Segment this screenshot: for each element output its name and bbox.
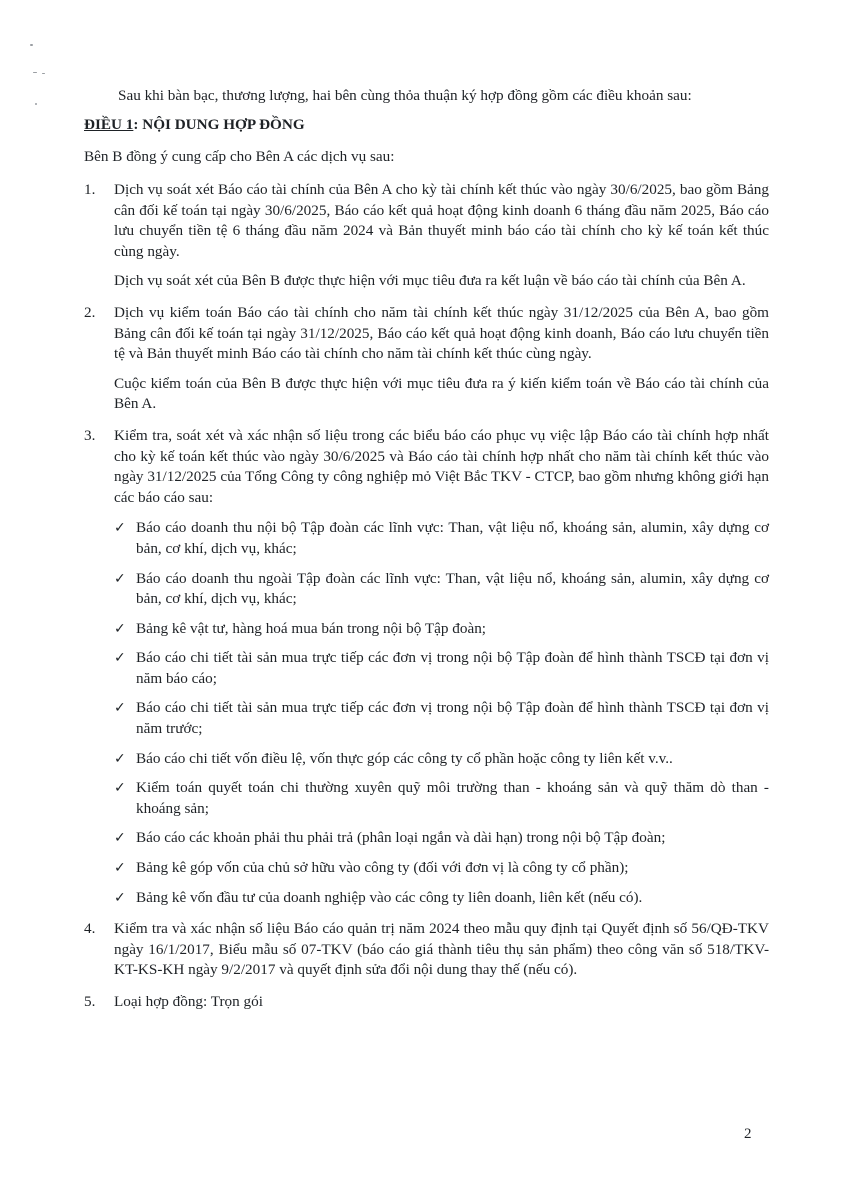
list-item xyxy=(84,180,769,292)
item-number: 1. xyxy=(84,181,96,198)
checklist-item xyxy=(114,858,769,879)
check-mark-icon: ✓ xyxy=(114,750,126,767)
checklist-item xyxy=(114,698,769,739)
checklist-item xyxy=(114,648,769,689)
checklist-text: Báo cáo doanh thu ngoài Tập đoàn các lĩnh vực: Than, vật liệu nổ, khoáng sản, alumin, xây dựng cơ bản, cơ khí, dịch vụ, khác; xyxy=(136,569,769,608)
checklist-text: Kiểm toán quyết toán chi thường xuyên quỹ môi trường than - khoáng sản và quỹ thăm dò than - khoáng sản; xyxy=(136,779,769,817)
list-item xyxy=(84,426,769,908)
item-text: Kiểm tra, soát xét và xác nhận số liệu trong các biểu báo cáo phục vụ việc lập Báo cáo tài chính hợp nhất cho kỳ kế toán kết thúc vào ngày 30/6/2025 và Báo cáo tài chính hợp nhất cho năm tài chính kết thúc vào ngày 31/12/2025 của Tổng Công ty công nghiệp mỏ Việt Bắc TKV - CTCP, bao gồm nhưng không giới hạn các báo cáo sau: xyxy=(114,426,769,506)
scan-speck xyxy=(30,44,33,46)
checklist-text: Báo cáo các khoản phải thu phải trả (phân loại ngắn và dài hạn) trong nội bộ Tập đoàn; xyxy=(136,829,666,847)
checklist-item xyxy=(114,749,769,770)
list-item xyxy=(84,303,769,415)
check-mark-icon: ✓ xyxy=(114,780,126,797)
item-number: 2. xyxy=(84,303,96,321)
article-heading xyxy=(84,115,305,135)
check-mark-icon: ✓ xyxy=(114,520,126,537)
checklist-item xyxy=(114,888,769,909)
item-text: Dịch vụ kiểm toán Báo cáo tài chính cho năm tài chính kết thúc ngày 31/12/2025 của Bên A, bao gồm Bảng cân đối kế toán tại ngày 31/12/2025, Báo cáo kết quả hoạt động kinh doanh, Báo cáo lưu chuyển tiền tệ và Bản thuyết minh Báo cáo tài chính cho năm tài chính kết thúc cùng ngày. xyxy=(114,303,769,363)
check-mark-icon: ✓ xyxy=(114,650,126,667)
page-number: 2 xyxy=(744,1126,752,1142)
lead-paragraph: Bên B đồng ý cung cấp cho Bên A các dịch vụ sau: xyxy=(84,148,395,165)
item-number: 5. xyxy=(84,993,96,1010)
item-note: Dịch vụ soát xét của Bên B được thực hiện với mục tiêu đưa ra kết luận về báo cáo tài chính của Bên A. xyxy=(114,272,746,290)
checklist-text: Bảng kê vật tư, hàng hoá mua bán trong nội bộ Tập đoàn; xyxy=(136,619,487,637)
checklist-item xyxy=(114,518,769,559)
check-mark-icon: ✓ xyxy=(114,620,126,637)
intro-paragraph: Sau khi bàn bạc, thương lượng, hai bên cùng thỏa thuận ký hợp đồng gồm các điều khoản sau: xyxy=(118,87,692,104)
checklist-item xyxy=(114,569,769,610)
check-mark-icon: ✓ xyxy=(114,860,126,877)
item-text: Kiểm tra và xác nhận số liệu Báo cáo quản trị năm 2024 theo mẫu quy định tại Quyết định số 56/QĐ-TKV ngày 16/1/2017, Biểu mẫu số 07-TKV (báo cáo giá thành tiêu thụ sản phẩm) theo công văn số 518/TKV-KT-KS-KH ngày 9/2/2017 và quyết định sửa đổi nội dung thay thế (nếu có). xyxy=(114,920,769,979)
report-checklist xyxy=(114,518,769,908)
service-list xyxy=(84,180,769,1024)
checklist-item xyxy=(114,619,769,640)
scan-speck xyxy=(42,73,45,74)
check-mark-icon: ✓ xyxy=(114,830,126,847)
item-text: Loại hợp đồng: Trọn gói xyxy=(114,993,263,1010)
scan-speck xyxy=(33,72,37,73)
checklist-text: Báo cáo chi tiết tài sản mua trực tiếp các đơn vị trong nội bộ Tập đoàn để hình thành TSCĐ tại đơn vị năm trước; xyxy=(136,699,769,738)
item-number: 3. xyxy=(84,426,96,444)
article-number: ĐIỀU 1 xyxy=(84,116,134,133)
check-mark-icon: ✓ xyxy=(114,570,126,587)
checklist-item xyxy=(114,778,769,819)
item-note: Cuộc kiểm toán của Bên B được thực hiện với mục tiêu đưa ra ý kiến kiểm toán về Báo cáo tài chính của Bên A. xyxy=(114,374,769,413)
list-item xyxy=(84,992,769,1013)
checklist-text: Báo cáo chi tiết vốn điều lệ, vốn thực góp các công ty cổ phần hoặc công ty liên kết v.v.. xyxy=(136,749,673,767)
checklist-text: Báo cáo chi tiết tài sản mua trực tiếp các đơn vị trong nội bộ Tập đoàn để hình thành TSCĐ tại đơn vị năm báo cáo; xyxy=(136,649,769,687)
checklist-text: Báo cáo doanh thu nội bộ Tập đoàn các lĩnh vực: Than, vật liệu nổ, khoáng sản, alumin, xây dựng cơ bản, cơ khí, dịch vụ, khác; xyxy=(136,519,769,557)
article-title: : NỘI DUNG HỢP ĐỒNG xyxy=(133,116,305,133)
item-number: 4. xyxy=(84,920,96,938)
item-text: Dịch vụ soát xét Báo cáo tài chính của Bên A cho kỳ tài chính kết thúc vào ngày 30/6/2025, bao gồm Bảng cân đối kế toán tại ngày 30/6/2025, Báo cáo kết quả hoạt động kinh doanh 6 tháng đầu năm 2025, Báo cáo lưu chuyển tiền tệ 6 tháng đầu năm 2024 và Bản thuyết minh báo cáo tài chính cho kỳ kế toán kết thúc cùng ngày. xyxy=(114,181,769,260)
checklist-item xyxy=(114,828,769,849)
check-mark-icon: ✓ xyxy=(114,889,126,906)
scan-speck xyxy=(35,103,37,105)
list-item xyxy=(84,919,769,981)
checklist-text: Bảng kê góp vốn của chủ sở hữu vào công ty (đối với đơn vị là công ty cổ phần); xyxy=(136,859,629,877)
checklist-text: Bảng kê vốn đầu tư của doanh nghiệp vào các công ty liên doanh, liên kết (nếu có). xyxy=(136,888,643,906)
check-mark-icon: ✓ xyxy=(114,700,126,717)
